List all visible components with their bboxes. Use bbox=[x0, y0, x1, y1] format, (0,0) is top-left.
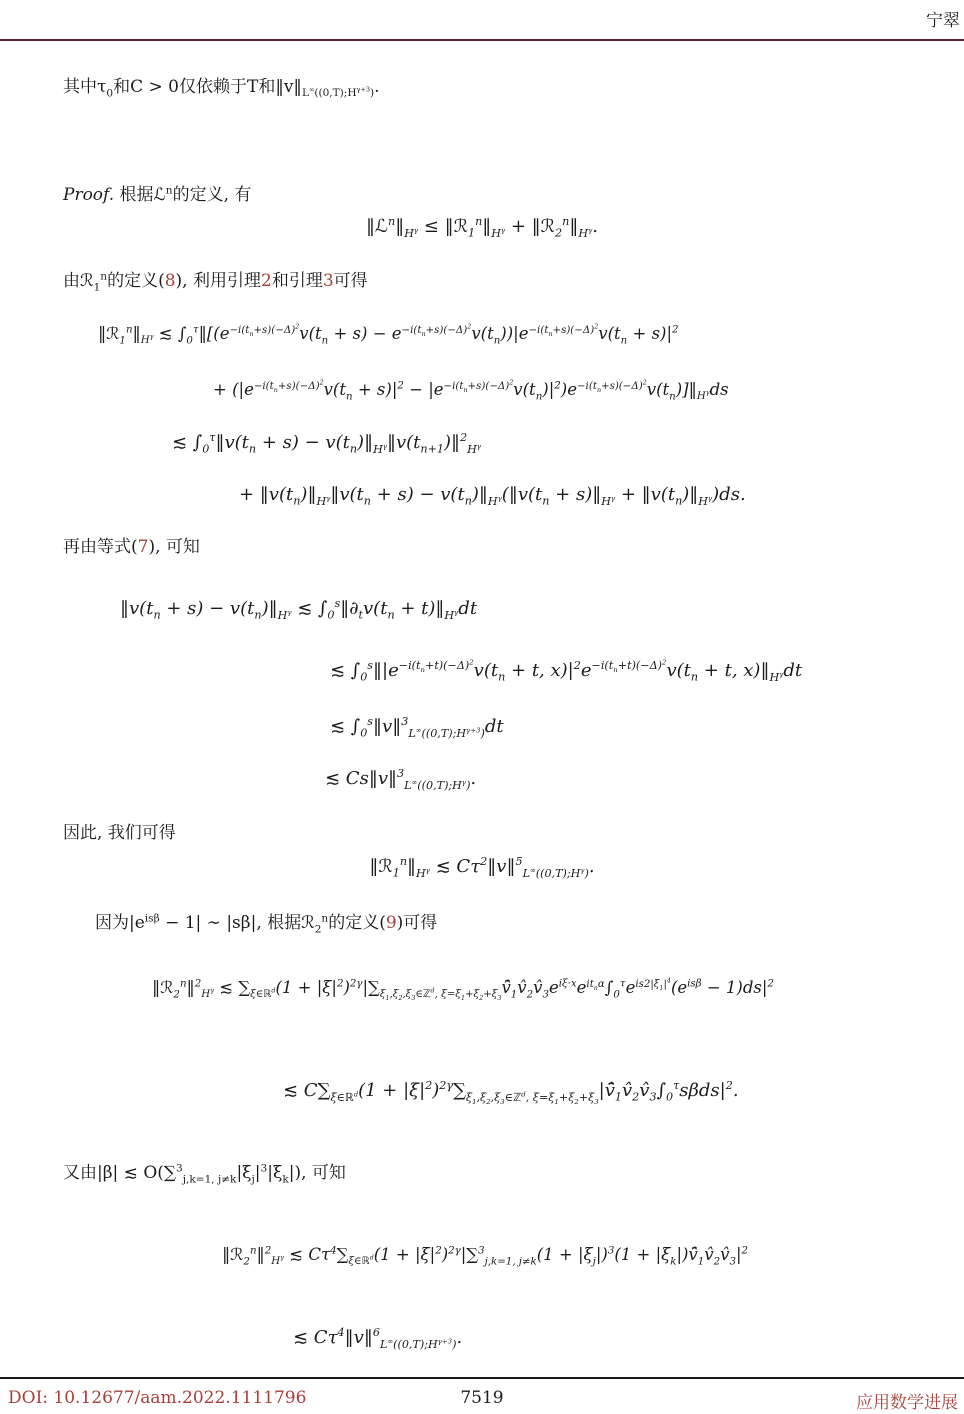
equation-diff-line3: ≲ $\int_0^s‖v‖^3_{L^\infty((0,T);H^{\gamma+3})}dt$ bbox=[330, 715, 504, 740]
text-segment: 和引理 bbox=[271, 271, 323, 291]
paragraph-because bbox=[95, 908, 438, 936]
header-author: 宁翠 bbox=[926, 11, 960, 31]
text-segment: 再由等式( bbox=[63, 537, 138, 557]
ref-link[interactable]: 7 bbox=[137, 537, 149, 557]
equation-r1-line2: + ($|e^{-i(t_n+s)(-\Delta)^2}v(t_n + s)|^2$ − $|e^{-i(t_n+s)(-\Delta)^2}v(t_n)|^2)e^{-i(t_n+s)(-\Delta)^2}v(t_n)]‖_{H^\gamma}ds$ bbox=[213, 379, 729, 403]
equation-r2-final-line2: ≲ $C\tau^4‖v‖^6_{L^\infty((0,T);H^{\gamma+3})}$. bbox=[293, 1326, 463, 1351]
ref-link[interactable]: 8 bbox=[164, 271, 176, 291]
text-segment: 由ℛ$_1^n$的定义( bbox=[63, 270, 165, 294]
equation-r2-final-line1: ‖ℛ$_2^n$‖$^2_{H^\gamma}$ ≲ $C\tau^4\sum_{\xi\in ℝ^d}(1 + |\xi|^2)^{2\gamma}|\sum^3_{j,k=1, j\ne k}(1 + |\xi_j|)^3(1$ + $|\xi_k|)v̂̄_1v̂_2v̂_3|^2$ bbox=[222, 1245, 749, 1268]
text-segment: 根据ℒ$^n$的定义, 有 bbox=[114, 184, 252, 205]
footer-rule bbox=[0, 1377, 964, 1379]
equation-triangle-inequality: $‖ℒ^n‖_{H^\gamma}$ ≤ $‖ℛ_1^n‖_{H^\gamma}$ + $‖ℛ_2^n‖_{H^\gamma}$. bbox=[366, 215, 598, 240]
equation-diff-line2: ≲ $\int_0^s‖|e^{-i(t_n+t)(-\Delta)^2}v(t_n + t$, $x)|^2e^{-i(t_n+t)(-\Delta)^2}v(t_n + t$, $x)‖_{H^\gamma}dt$ bbox=[330, 658, 803, 684]
paragraph-beta-bound: 又由|β| ≲ $O(\sum^3_{j,k=1, j\ne k}|\xi_j|^3|\xi_k|)$, 可知 bbox=[63, 1162, 346, 1186]
footer-journal-name[interactable]: 应用数学进展 bbox=[856, 1393, 958, 1413]
paragraph-therefore: 因此, 我们可得 bbox=[63, 823, 176, 843]
text-segment: 因为$|e^{is\beta} - 1|$ ∼ |sβ|, 根据ℛ$_2^n$的定义( bbox=[95, 912, 386, 936]
text-segment: ), 可知 bbox=[148, 537, 200, 557]
text-segment: ), 利用引理 bbox=[175, 271, 261, 291]
equation-r1-line3: ≲ $\int_0^\tau‖v(t_n + s)$ − $v(t_n)‖_{H^\gamma}‖v(t_{n+1})‖^2_{H^\gamma}$ bbox=[172, 431, 482, 456]
text-segment: )可得 bbox=[396, 913, 438, 933]
equation-r1-line4: + $‖v(t_n)‖_{H^\gamma}‖v(t_n + s)$ − $v(t_n)‖_{H^\gamma}(‖v(t_n$ + $s)‖_{H^\gamma}$ + $‖v(t_n)‖_{H^\gamma})ds$. bbox=[239, 484, 746, 508]
header-rule bbox=[0, 39, 964, 41]
paragraph-proof bbox=[63, 180, 251, 205]
paragraph-equation7 bbox=[63, 532, 200, 557]
paragraph-r1-definition bbox=[63, 266, 368, 294]
ref-link[interactable]: 3 bbox=[322, 271, 334, 291]
paragraph-depends: 其中$\tau_0$和C > 0仅依赖于T和$‖v‖_{L^\infty((0,T);H^{\gamma+3})}$. bbox=[63, 77, 380, 100]
text-segment: 可得 bbox=[333, 271, 368, 291]
ref-link[interactable]: 9 bbox=[385, 913, 397, 933]
equation-r2-line1: ‖ℛ$_2^n$‖$^2_{H^\gamma}$ ≲ $\sum_{\xi\in ℝ^d}(1$ + $|\xi|^2)^{2\gamma}|\sum_{\xi_1,\xi_2,\xi_3\in ℤ^d, \xi=\xi_1+\xi_2+\xi_3}v̂̄_1v̂_2v̂_3e^{i\xi\cdot x}e^{it_n\alpha}\int_0^\tau e^{is2|\xi_1|^4}(e^{is\beta} - 1)ds|^2$ bbox=[152, 977, 774, 1003]
footer-page-number: 7519 bbox=[460, 1388, 504, 1408]
footer-doi-link[interactable]: DOI: 10.12677/aam.2022.1111796 bbox=[8, 1388, 307, 1408]
equation-diff-line4: ≲ Cs‖v‖$^3_{L^\infty((0,T);H^\gamma)}$. bbox=[325, 767, 477, 792]
text-segment: Proof. bbox=[63, 185, 115, 205]
equation-r1-line1: $‖ℛ_1^n‖_{H^\gamma}$ ≲ $\int_0^\tau‖[(e^{-i(t_n+s)(-\Delta)^2}v(t_n + s) - e^{-i(t_n+s)(-\Delta)^2}v(t_n))|e^{-i(t_n+s)(-\Delta)^2}v(t_n + s)|^2$ bbox=[98, 323, 679, 347]
equation-diff-line1: $‖v(t_n + s)$ − $v(t_n)‖_{H^\gamma}$ ≲ $\int_0^s‖\partial_tv(t_n$ + $t)‖_{H^\gamma}dt$ bbox=[120, 597, 478, 622]
equation-r2-line2: ≲ $C\sum_{\xi\in ℝ^d}(1$ + $|\xi|^2)^{2\gamma}\sum_{\xi_1,\xi_2,\xi_3\in ℤ^d, \xi=\xi_1+\xi_2+\xi_3}|v̂̄_1v̂_2v̂_3\int_0^\tau s\beta ds|^2$. bbox=[283, 1079, 739, 1106]
equation-r1-bound: $‖ℛ_1^n‖_{H^\gamma}$ ≲ $C\tau^2‖v‖^5_{L^\infty((0,T);H^\gamma)}$. bbox=[369, 855, 595, 880]
ref-link[interactable]: 2 bbox=[261, 271, 272, 291]
